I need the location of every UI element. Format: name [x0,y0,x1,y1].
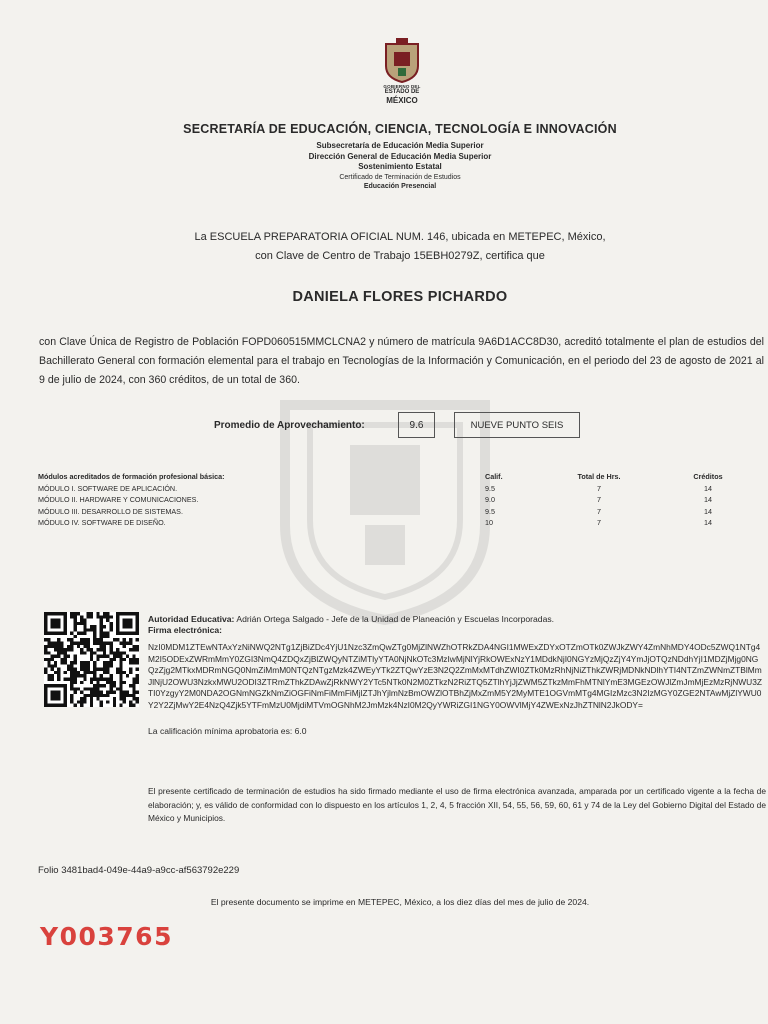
module-credits: 14 [704,506,712,516]
electronic-signature: NzI0MDM1ZTEwNTAxYzNiNWQ2NTg1ZjBiZDc4YjU1Nzc3ZmQwZTg0MjZlNWZhOTRkZDA4NGI1MWExZDYxOTZmOTk0ZWJkZWY4ZmNhMDY4ODc5ZWQ1NTg4M2I5ODExZWRmMmY0ZGI3NmQ4ZDQxZjBlZWQyNTZiMTlyYTA0NjNkOTc3MzIwMjNlYjRkOWExNzY1MDdkNjI0NGYzMjQzZjY4YmJjOTQzNDdhYjI1MDZjMjg0NGQzZjg2MTkxMDRmNGQ0NmZiMmM0NTQzNTgzMzk4ZWEyYTk2ZTQwYzE3N2Q2ZmMxMTdhZWI0ZTk0MzRhNjNiZThkZWRjMDNkNDlhYTI4NTZmZWNmZTBlMmJlNjU2OWU3NzkxMWU2ODI3ZTRmZThkZDAwZjRkNWY2YTc5NTk0N2M0ZTkzN2RiZTQ5ZTlhYjJjZWM5ZTkzMmFhMTNlYmE3MGEzOWJlZmJmMjEzMzRjNWU3ZTI0YzgyY2M0NDA2OGNmNGZkNmZiOGFiNmFiMmFiMjlZTJhYjlmNzBmOWZlOTBhZjMxZmM5Y2MyMTE1OGVmMTg4MGIzMzc3N2IzMGY0ZGE2NTAwMjZlYWU0Y2Y2ZjMwY2E4NzQ4Zjk5YTFmMzU0MjdiMTVmOGNhM2JmMzk4NzI0M2QyYWRiZGI1NGY0OWVlMjY4ZWExNzJhZTNlN2JkODY= [148,642,762,710]
modules-table [38,471,738,529]
secretaria-title: SECRETARÍA DE EDUCACIÓN, CIENCIA, TECNOLOGÍA E INNOVACIÓN [183,122,617,136]
average-words: NUEVE PUNTO SEIS [454,412,580,438]
printed-statement: El presente documento se imprime en METEPEC, México, a los diez días del mes de julio de 2024. [210,897,590,907]
document-header [0,122,768,192]
module-hours: 7 [597,506,601,516]
module-grade: 10 [485,518,493,527]
average-value: 9.6 [398,412,435,438]
modules-header-hrs: Total de Hrs. [577,472,621,481]
coat-of-arms-icon [380,38,424,84]
student-name: DANIELA FLORES PICHARDO [292,289,508,305]
certificate-type: Certificado de Terminación de Estudios [339,173,461,181]
modules-header-name: Módulos acreditados de formación profesional básica: [38,472,225,481]
logo-line-2: ESTADO DE [384,89,420,95]
educational-authority [148,614,768,636]
minimum-grade: La calificación mínima aprobatoria es: 6.0 [148,726,307,736]
legal-text: El presente certificado de terminación de estudios ha sido firmado mediante el uso de firma electrónica avanzada, amparada por un certificado vigente a la fecha de elaboración; y, es válido de conformidad con lo dispuesto en los artículos 1, 2, 4, 5 fracción XII, 54, 55, 56, 59, 60, 61 y 74 de la Ley del Gobierno Digital del Estado de México y Municipios. [148,786,766,823]
average-label: Promedio de Aprovechamiento: [214,420,365,431]
certification-paragraph: con Clave Única de Registro de Población FOPD060515MMCLCNA2 y número de matrícula 9A6D1ACC8D30, acreditó totalmente el plan de estudios del Bachillerato General con formación elemental para el trabajo en Tecnologías de la Información y Comunicación, en el periodo del 23 de agosto de 2021 al 9 de julio de 2024, con 360 créditos, de un total de 360. [39,336,764,386]
module-hours: 7 [597,483,601,493]
table-row [38,517,738,529]
modules-header-cal: Calif. [485,472,503,481]
module-name: MÓDULO I. SOFTWARE DE APLICACIÓN. [38,483,178,493]
table-row [38,483,738,495]
signature-label: Firma electrónica: [148,625,223,635]
folio: Folio 3481bad4-049e-44a9-a9cc-af563792e229 [38,865,240,876]
module-credits: 14 [704,483,712,493]
logo-line-3: MÉXICO [386,96,418,105]
table-row [38,494,738,506]
authority-label: Autoridad Educativa: [148,614,235,624]
module-grade: 9.5 [485,506,495,516]
school-line-2: con Clave de Centro de Trabajo 15EBH0279Z, certifica que [255,250,545,262]
module-name: MÓDULO IV. SOFTWARE DE DISEÑO. [38,518,166,527]
state-government-logo [372,38,432,105]
modules-header-row [38,471,738,483]
logo-line-1: GOBIERNO DEL [383,84,421,89]
modality: Educación Presencial [363,183,437,190]
module-grade: 9.0 [485,495,495,504]
module-grade: 9.5 [485,483,495,493]
module-name: MÓDULO II. HARDWARE Y COMUNICACIONES. [38,495,199,504]
module-credits: 14 [704,518,712,527]
modules-header-cre: Créditos [693,472,723,481]
qr-code[interactable] [44,612,139,707]
school-statement [0,228,768,266]
direccion-general: Dirección General de Educación Media Superior [308,151,492,161]
school-line-1: La ESCUELA PREPARATORIA OFICIAL NUM. 146, ubicada en METEPEC, México, [194,231,606,243]
module-hours: 7 [597,495,601,504]
table-row [38,506,738,518]
module-hours: 7 [597,518,601,527]
authority-value: Adrián Ortega Salgado - Jefe de la Unidad de Planeación y Escuelas Incorporadas. [236,614,555,624]
serial-number: Y003765 [40,922,173,951]
module-name: MÓDULO III. DESARROLLO DE SISTEMAS. [38,506,183,516]
subsecretaria: Subsecretaría de Educación Media Superior [316,141,484,150]
sostenimiento: Sostenimiento Estatal [358,162,442,171]
module-credits: 14 [704,495,712,504]
